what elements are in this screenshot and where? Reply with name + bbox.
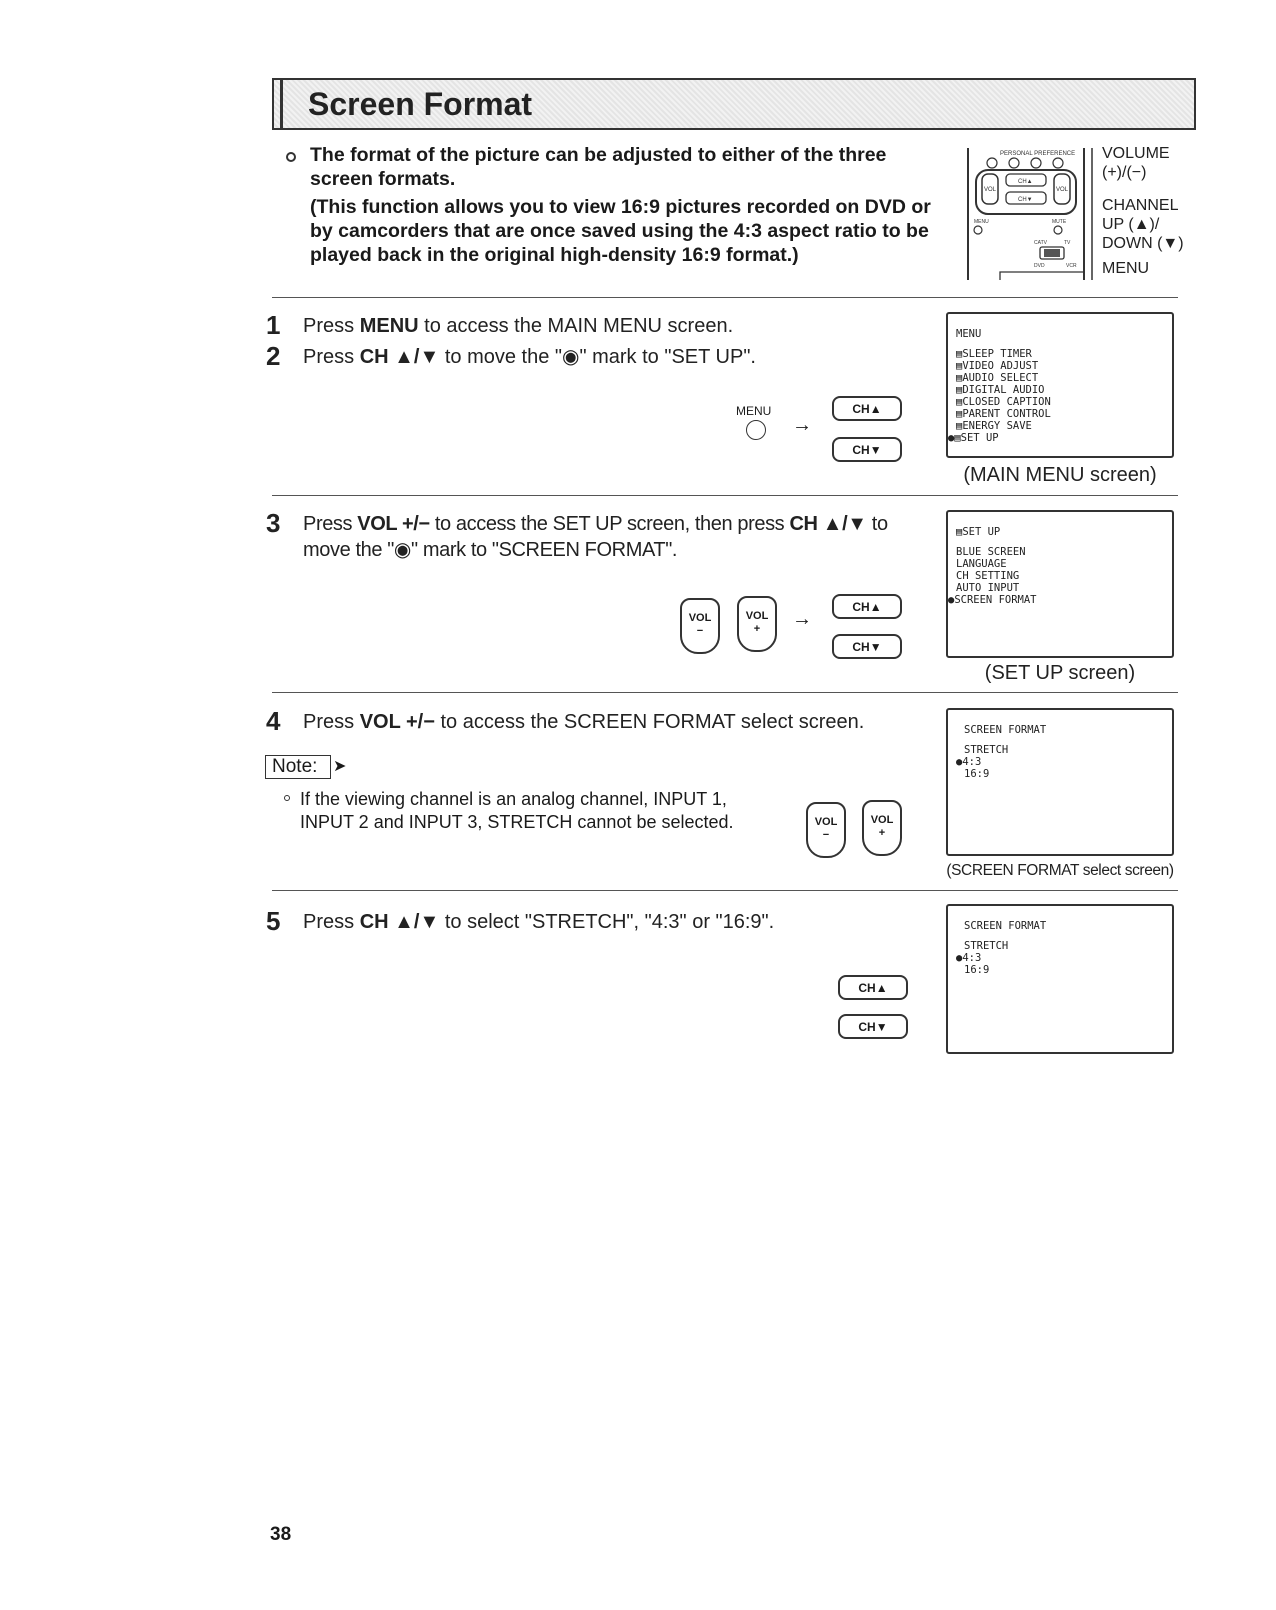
menu-button-label: MENU: [736, 404, 772, 418]
intro-text: [310, 143, 935, 271]
personal-preference-label: PERSONAL PREFERENCE: [1000, 151, 1076, 157]
divider: [272, 890, 1178, 891]
main-menu-item: ▤DIGITAL AUDIO: [956, 384, 1045, 396]
vol-plus-button-icon: VOL +: [862, 800, 902, 856]
banner-tick: [280, 80, 283, 128]
svg-text:CH▲: CH▲: [1018, 179, 1033, 185]
ch-down-button-icon: CH▼: [838, 1014, 908, 1039]
main-menu-item: ▤ENERGY SAVE: [956, 420, 1032, 432]
remote-control-diagram: [964, 146, 1098, 288]
main-menu-item: ▤VIDEO ADJUST: [956, 360, 1039, 372]
step-5-text: Press CH ▲/▼ to select "STRETCH", "4:3" or "16:9".: [303, 911, 775, 933]
legend-volume: VOLUME: [1102, 145, 1170, 162]
ch-up-button-icon: CH▲: [832, 396, 902, 421]
title-banner: [272, 78, 1196, 130]
step-2-text: Press CH ▲/▼ to move the "◉" mark to "SET UP".: [303, 346, 756, 368]
legend-up: UP (▲)/: [1102, 216, 1160, 233]
svg-text:VOL: VOL: [984, 187, 997, 193]
main-menu-screen: [946, 312, 1174, 458]
main-menu-item: ▤AUDIO SELECT: [956, 372, 1039, 384]
step-3-text: Press VOL +/− to access the SET UP screen, then press CH ▲/▼ to move the "◉" mark to "SCREEN FORMAT".: [303, 513, 888, 561]
svg-text:MENU: MENU: [974, 219, 989, 225]
screen-format-screen-step5: [946, 904, 1174, 1054]
setup-item: BLUE SCREEN: [956, 546, 1026, 558]
vol-plus-button-icon: VOL +: [737, 596, 777, 652]
note-arrow-icon: ➤: [333, 758, 347, 775]
format-option-16-9: 16:9: [964, 964, 990, 976]
step-number-4: 4: [266, 706, 281, 736]
setup-screen: [946, 510, 1174, 658]
svg-text:CH▼: CH▼: [1018, 197, 1033, 203]
screen-format-header: SCREEN FORMAT: [964, 920, 1047, 932]
vol-minus-button-icon: VOL −: [680, 598, 720, 654]
screen-format-header: SCREEN FORMAT: [964, 724, 1047, 736]
intro-line-2: (This function allows you to view 16:9 pictures recorded on DVD or by camcorders that are once saved using the 4:3 aspect ratio to be played back in the original high-density 16:9 format.): [310, 196, 931, 266]
divider: [272, 495, 1178, 496]
step-number-3: 3: [266, 508, 281, 538]
main-menu-caption: (MAIN MENU screen): [963, 464, 1157, 486]
step-number-1: 1: [266, 310, 281, 340]
ch-up-button-icon: CH▲: [832, 594, 902, 619]
main-menu-item-selected: ●▤SET UP: [948, 432, 999, 444]
format-option-selected: ●4:3: [956, 952, 982, 964]
page-title: Screen Format: [308, 86, 533, 122]
format-option-stretch: STRETCH: [964, 744, 1009, 756]
bullet-icon: [286, 152, 296, 162]
svg-text:VOL: VOL: [1056, 187, 1069, 193]
vol-minus-button-icon: VOL −: [806, 802, 846, 858]
ch-up-button-icon: CH▲: [838, 975, 908, 1000]
main-menu-header: MENU: [956, 328, 982, 340]
setup-item-selected: ●SCREEN FORMAT: [948, 594, 1037, 606]
main-menu-item: ▤PARENT CONTROL: [956, 408, 1051, 420]
intro-line-1: The format of the picture can be adjusted to either of the three screen formats.: [310, 144, 887, 190]
step-number-5: 5: [266, 906, 281, 936]
setup-item: AUTO INPUT: [956, 582, 1020, 594]
legend-volume-sub: (+)/(−): [1102, 164, 1147, 181]
main-menu-item: ▤CLOSED CAPTION: [956, 396, 1051, 408]
svg-text:TV: TV: [1064, 240, 1071, 246]
page-number: 38: [270, 1524, 292, 1545]
arrow-icon: →: [792, 414, 812, 436]
svg-text:VCR: VCR: [1066, 263, 1077, 269]
screen-format-caption: (SCREEN FORMAT select screen): [946, 862, 1174, 879]
setup-item: LANGUAGE: [956, 558, 1007, 570]
format-option-selected: ●4:3: [956, 756, 982, 768]
setup-caption: (SET UP screen): [984, 662, 1136, 684]
ch-down-button-icon: CH▼: [832, 437, 902, 462]
menu-button-icon: [746, 420, 766, 440]
setup-header: ▤SET UP: [956, 526, 1001, 538]
remote-legend: [1102, 144, 1192, 278]
legend-menu: MENU: [1102, 260, 1150, 277]
step-number-2: 2: [266, 341, 281, 371]
svg-text:DVD: DVD: [1034, 263, 1045, 269]
svg-text:CATV: CATV: [1034, 240, 1047, 246]
legend-channel: CHANNEL: [1102, 197, 1179, 214]
format-option-16-9: 16:9: [964, 768, 990, 780]
format-option-stretch: STRETCH: [964, 940, 1009, 952]
main-menu-item: ▤SLEEP TIMER: [956, 348, 1032, 360]
divider: [272, 692, 1178, 693]
note-bullet-icon: [284, 795, 290, 801]
note-text: If the viewing channel is an analog channel, INPUT 1, INPUT 2 and INPUT 3, STRETCH cannot be selected.: [300, 789, 734, 832]
divider: [272, 297, 1178, 298]
arrow-icon: →: [792, 608, 812, 630]
step-1-text: Press MENU to access the MAIN MENU screen.: [303, 315, 734, 337]
legend-down: DOWN (▼): [1102, 235, 1184, 252]
ch-down-button-icon: CH▼: [832, 634, 902, 659]
screen-format-screen: [946, 708, 1174, 856]
setup-item: CH SETTING: [956, 570, 1020, 582]
step-4-text: Press VOL +/− to access the SCREEN FORMAT select screen.: [303, 711, 865, 733]
note-label: Note:: [265, 755, 331, 779]
svg-text:MUTE: MUTE: [1052, 219, 1067, 225]
